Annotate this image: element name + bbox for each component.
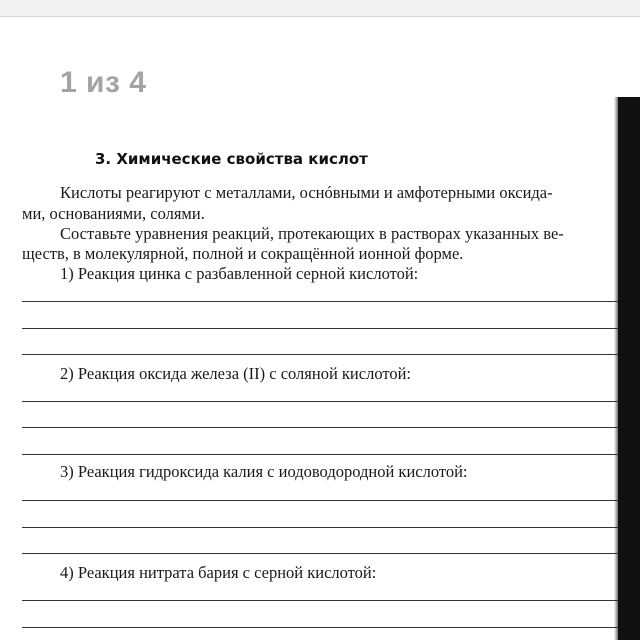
task-2-answer-line-3[interactable] bbox=[22, 454, 618, 455]
task-1-label: 1) Реакция цинка с разбавленной серной кислотой: bbox=[60, 264, 419, 283]
task-1-answer-line-2[interactable] bbox=[22, 328, 618, 329]
section-heading: 3. Химические свойства кислот bbox=[95, 150, 368, 168]
intro-line-2: ми, основаниями, солями. bbox=[22, 204, 205, 223]
task-2-label: 2) Реакция оксида железа (II) с соляной кислотой: bbox=[60, 364, 412, 383]
task-3-answer-line-1[interactable] bbox=[22, 500, 618, 501]
task-3-answer-line-3[interactable] bbox=[22, 553, 618, 554]
task-4-label: 4) Реакция нитрата бария с серной кислотой: bbox=[60, 563, 377, 582]
task-3-label: 3) Реакция гидроксида калия с иодоводородной кислотой: bbox=[60, 462, 468, 481]
instruction-line-1: Составьте уравнения реакций, протекающих в растворах указанных ве- bbox=[60, 224, 564, 243]
instruction-line-2: ществ, в молекулярной, полной и сокращённой ионной форме. bbox=[22, 244, 464, 263]
task-1-answer-line-3[interactable] bbox=[22, 354, 618, 355]
task-1-answer-line-1[interactable] bbox=[22, 301, 618, 302]
task-3-answer-line-2[interactable] bbox=[22, 527, 618, 528]
task-4-answer-line-1[interactable] bbox=[22, 600, 618, 601]
task-2-answer-line-1[interactable] bbox=[22, 401, 618, 402]
viewer-top-bar bbox=[0, 0, 640, 17]
task-4-answer-line-2[interactable] bbox=[22, 627, 618, 628]
task-2-answer-line-2[interactable] bbox=[22, 427, 618, 428]
page-counter: 1 из 4 bbox=[60, 66, 147, 99]
intro-line-1: Кислоты реагируют с металлами, оснóвными и амфотерными оксида- bbox=[60, 183, 553, 202]
scan-edge bbox=[618, 97, 640, 640]
